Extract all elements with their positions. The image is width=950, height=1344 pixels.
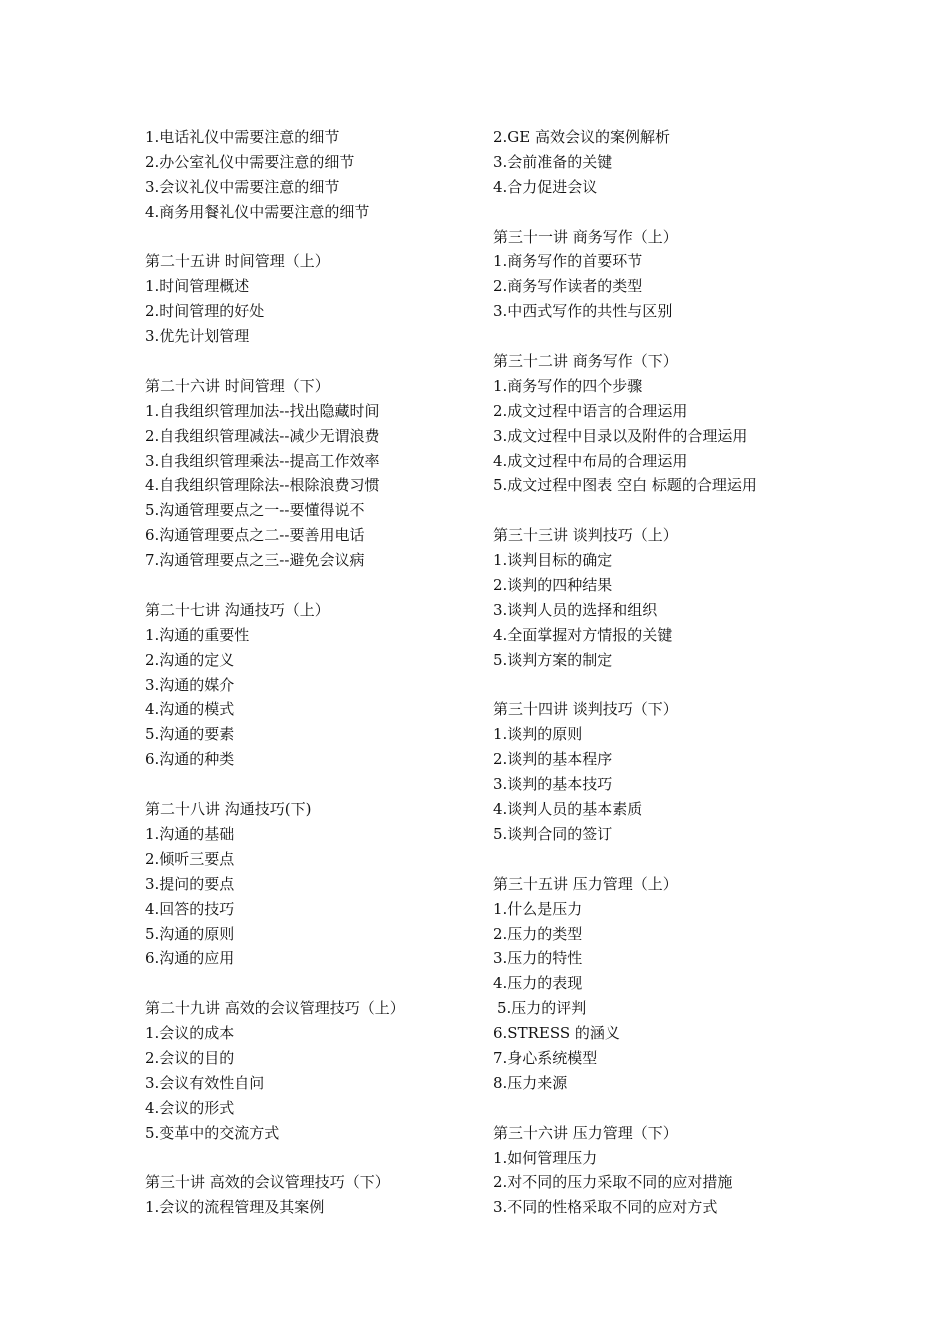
list-item: 4.自我组织管理除法--根除浪费习惯	[145, 476, 380, 495]
list-item: 3.自我组织管理乘法--提高工作效率	[145, 451, 380, 470]
section-heading: 第二十五讲 时间管理（上）	[145, 252, 330, 271]
list-item: 2.时间管理的好处	[145, 302, 265, 321]
left-column	[145, 125, 475, 1220]
list-item: 3.优先计划管理	[145, 327, 250, 346]
blank-line	[493, 847, 923, 872]
list-item: 3.谈判人员的选择和组织	[493, 600, 658, 619]
list-item: 5.变革中的交流方式	[145, 1123, 280, 1142]
section-heading: 第二十七讲 沟通技巧（上）	[145, 600, 330, 619]
list-item: 2.办公室礼仪中需要注意的细节	[145, 152, 355, 171]
section-heading: 第三十四讲 谈判技巧（下）	[493, 700, 678, 719]
list-item: 4.沟通的模式	[145, 700, 235, 719]
list-item: 5.谈判合同的签订	[493, 824, 613, 843]
list-item: 1.沟通的基础	[145, 824, 235, 843]
blank-line	[493, 673, 923, 698]
list-item: 1.商务写作的首要环节	[493, 252, 643, 271]
section-heading: 第三十六讲 压力管理（下）	[493, 1123, 678, 1142]
list-item: 2.自我组织管理减法--减少无谓浪费	[145, 426, 380, 445]
list-item: 2.商务写作读者的类型	[493, 277, 643, 296]
list-item: 2.沟通的定义	[145, 650, 235, 669]
list-item: 4.全面掌握对方情报的关键	[493, 625, 673, 644]
list-item: 4.商务用餐礼仪中需要注意的细节	[145, 202, 370, 221]
section-heading: 第三十三讲 谈判技巧（上）	[493, 526, 678, 545]
list-item: 1.如何管理压力	[493, 1148, 598, 1167]
list-item: 7.沟通管理要点之三--避免会议病	[145, 551, 365, 570]
blank-line	[145, 772, 475, 797]
list-item: 4.压力的表现	[493, 974, 583, 993]
list-item: 3.沟通的媒介	[145, 675, 235, 694]
list-item: 5.沟通的原则	[145, 924, 235, 943]
list-item: 5.沟通的要素	[145, 725, 235, 744]
blank-line	[493, 324, 923, 349]
list-item: 3.中西式写作的共性与区别	[493, 302, 673, 321]
list-item: 6.沟通的种类	[145, 750, 235, 769]
list-item: 3.成文过程中目录以及附件的合理运用	[493, 426, 748, 445]
list-item: 1.谈判的原则	[493, 725, 583, 744]
blank-line	[145, 573, 475, 598]
list-item: 2.谈判的四种结果	[493, 576, 613, 595]
blank-line	[493, 1096, 923, 1121]
list-item: 3.提问的要点	[145, 874, 235, 893]
section-heading: 第三十二讲 商务写作（下）	[493, 352, 678, 371]
list-item: 2.成文过程中语言的合理运用	[493, 401, 688, 420]
list-item: 5.压力的评判	[497, 999, 587, 1018]
list-item: 2.会议的目的	[145, 1048, 235, 1067]
section-heading: 第二十六讲 时间管理（下）	[145, 376, 330, 395]
list-item: 4.谈判人员的基本素质	[493, 800, 643, 819]
list-item: 7.身心系统模型	[493, 1048, 598, 1067]
list-item: 2.倾听三要点	[145, 849, 235, 868]
list-item: 3.不同的性格采取不同的应对方式	[493, 1198, 718, 1217]
blank-line	[493, 498, 923, 523]
list-item: 2.对不同的压力采取不同的应对措施	[493, 1173, 733, 1192]
list-item: 3.会议有效性自问	[145, 1073, 265, 1092]
section-heading: 第三十五讲 压力管理（上）	[493, 874, 678, 893]
list-item: 3.会前准备的关键	[493, 152, 613, 171]
list-item: 5.成文过程中图表 空白 标题的合理运用	[493, 476, 757, 495]
list-item: 1.自我组织管理加法--找出隐藏时间	[145, 401, 380, 420]
list-item: 1.会议的流程管理及其案例	[145, 1198, 325, 1217]
list-item: 3.会议礼仪中需要注意的细节	[145, 177, 340, 196]
list-item: 2.谈判的基本程序	[493, 750, 613, 769]
list-item: 1.什么是压力	[493, 899, 583, 918]
list-item: 4.会议的形式	[145, 1098, 235, 1117]
list-item: 3.压力的特性	[493, 949, 583, 968]
right-column	[493, 125, 923, 1220]
list-item: 5.谈判方案的制定	[493, 650, 613, 669]
list-item: 4.合力促进会议	[493, 177, 598, 196]
list-item: 4.成文过程中布局的合理运用	[493, 451, 688, 470]
list-item: 1.商务写作的四个步骤	[493, 376, 643, 395]
list-item: 1.电话礼仪中需要注意的细节	[145, 128, 340, 146]
list-item: 1.沟通的重要性	[145, 625, 250, 644]
list-item: 8.压力来源	[493, 1073, 568, 1092]
section-heading: 第二十九讲 高效的会议管理技巧（上）	[145, 999, 405, 1018]
blank-line	[145, 1146, 475, 1171]
list-item: 2.压力的类型	[493, 924, 583, 943]
blank-line	[493, 200, 923, 225]
list-item: 1.谈判目标的确定	[493, 551, 613, 570]
section-heading: 第二十八讲 沟通技巧(下)	[145, 800, 312, 819]
list-item: 6.沟通管理要点之二--要善用电话	[145, 526, 365, 545]
list-item: 1.时间管理概述	[145, 277, 250, 296]
list-item: 3.谈判的基本技巧	[493, 775, 613, 794]
blank-line	[145, 225, 475, 250]
blank-line	[145, 971, 475, 996]
list-item: 2.GE 高效会议的案例解析	[493, 128, 671, 146]
list-item: 1.会议的成本	[145, 1024, 235, 1043]
list-item: 6.沟通的应用	[145, 949, 235, 968]
blank-line	[145, 349, 475, 374]
list-item: 4.回答的技巧	[145, 899, 235, 918]
list-item: 5.沟通管理要点之一--要懂得说不	[145, 501, 365, 520]
list-item: 6.STRESS 的涵义	[493, 1024, 620, 1043]
section-heading: 第三十讲 高效的会议管理技巧（下）	[145, 1173, 390, 1192]
section-heading: 第三十一讲 商务写作（上）	[493, 227, 678, 246]
